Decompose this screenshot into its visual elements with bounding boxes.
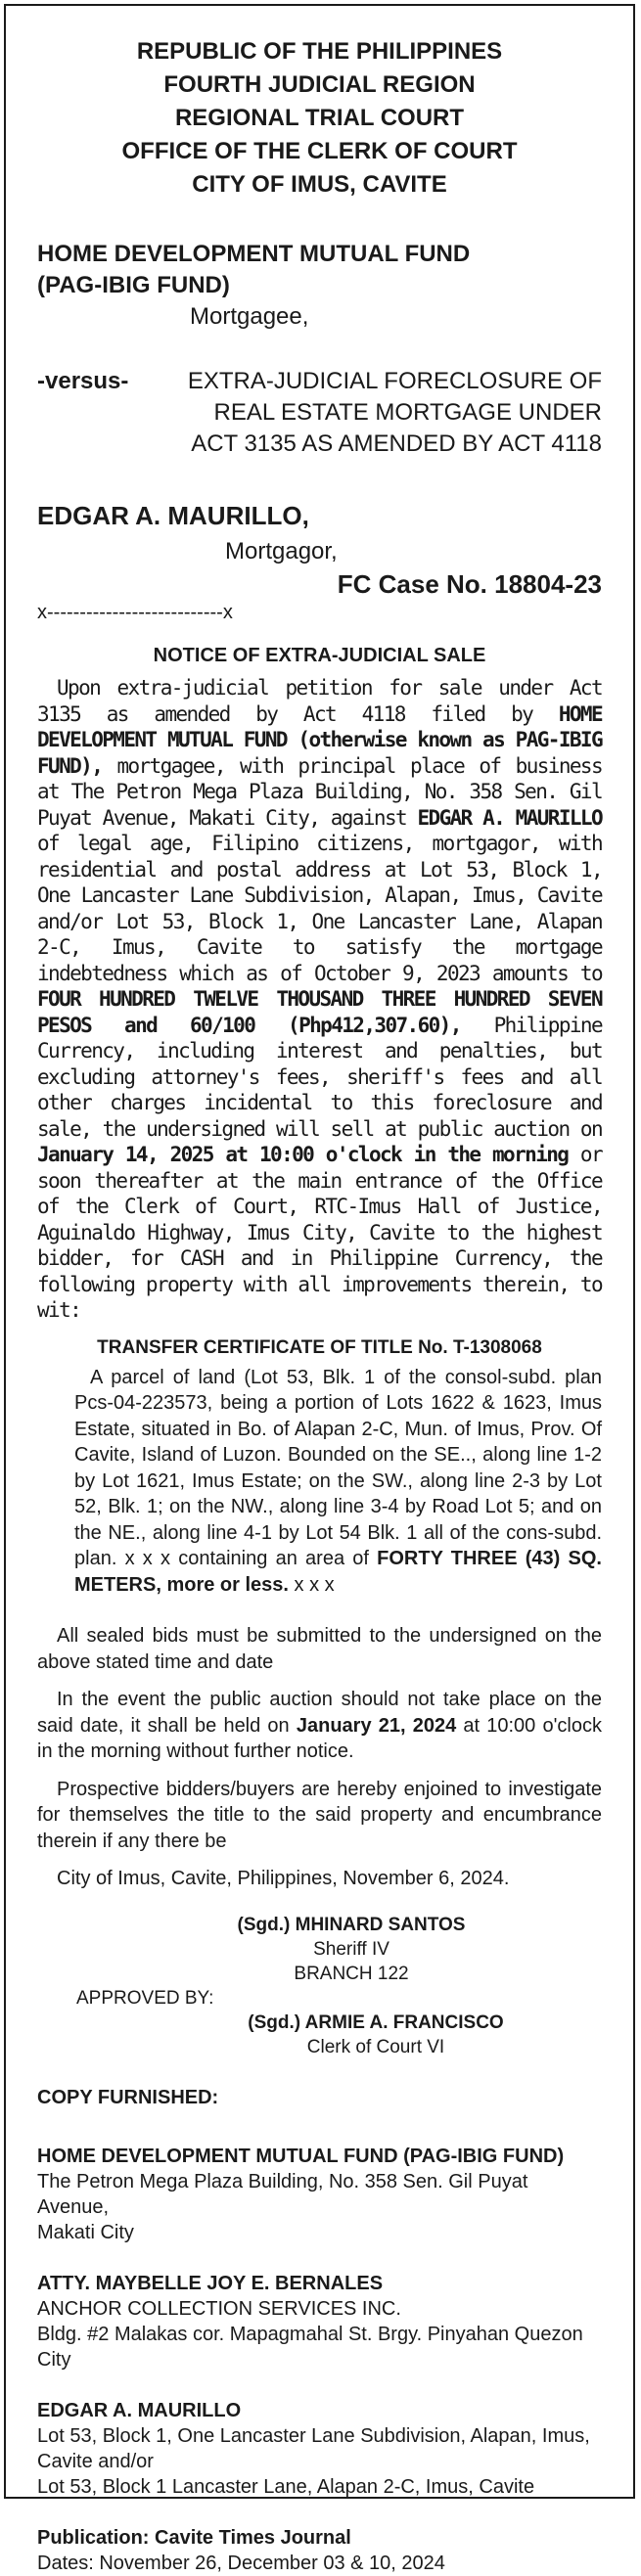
case-title-line: REAL ESTATE MORTGAGE UNDER <box>213 399 602 426</box>
reschedule-paragraph <box>37 1687 602 1765</box>
recipient-block <box>37 2271 602 2373</box>
approved-by-label: APPROVED BY: <box>76 1988 214 2009</box>
recipient-address: The Petron Mega Plaza Building, No. 358 Sen. Gil Puyat Avenue, <box>37 2171 528 2218</box>
clerk-name: (Sgd.) ARMIE A. FRANCISCO <box>248 2012 504 2033</box>
recipient-address: City <box>37 2349 71 2371</box>
recipient-block <box>37 2144 602 2245</box>
text-run: of legal age, Filipino citizens, mortgagor, with residential and postal address at Lot 53, Block 1, One Lancaster Lane Subdivision, Alapan, Imus, Cavite and/or Lot 53, Block 1, One Lancaster Lane, Alapan 2-C, Imus, Cavite to satisfy the mortgage indebtedness which as of October 9, 2023 amounts to <box>37 832 602 985</box>
court-header <box>37 35 602 202</box>
reschedule-date: January 21, 2024 <box>296 1714 457 1737</box>
versus-label: -versus- <box>37 368 129 394</box>
text-run: or soon thereafter at the main entrance of the Office of the Clerk of Court, RTC-Imus Hall of Justice, Aguinaldo Highway, Imus City, Cavite to the highest bidder, for CASH and in Philippine Currency, the following property with all improvements therein, to wit: <box>37 1143 602 1322</box>
main-paragraph <box>37 675 602 1324</box>
text-run: In the event the public auction should not take place on the said date, it shall be held on <box>37 1689 602 1737</box>
publication-label: Publication: Cavite Times Journal <box>37 2527 351 2549</box>
header-line: REPUBLIC OF THE PHILIPPINES <box>136 38 503 65</box>
tct-title: TRANSFER CERTIFICATE OF TITLE No. T-1308068 <box>97 1336 542 1358</box>
mortgagee-ref: HOME DEVELOPMENT MUTUAL FUND (otherwise known as PAG-IBIG FUND), <box>37 701 602 778</box>
recipient-name: ATTY. MAYBELLE JOY E. BERNALES <box>37 2273 384 2294</box>
text-run: x x x <box>288 1573 335 1596</box>
property-area: FORTY THREE (43) SQ. METERS, more or less. <box>74 1548 602 1596</box>
text-run: at 10:00 o'clock in the morning without further notice. <box>37 1714 602 1762</box>
sheriff-signature <box>37 1913 474 1986</box>
recipient-address: Lot 53, Block 1 Lancaster Lane, Alapan 2-C, Imus, Cavite <box>37 2476 535 2498</box>
case-number: FC Case No. 18804-23 <box>337 569 602 599</box>
bidders-paragraph: Prospective bidders/buyers are hereby enjoined to investigate for themselves the title to the said property and encumbrance therein if any there be <box>37 1778 602 1852</box>
notice-document <box>4 4 635 2574</box>
header-line: FOURTH JUDICIAL REGION <box>163 71 476 98</box>
clerk-title: Clerk of Court VI <box>306 2037 445 2057</box>
amount-due: FOUR HUNDRED TWELVE THOUSAND THREE HUNDRED SEVEN PESOS and 60/100 (Php412,307.60), <box>37 987 602 1037</box>
recipient-organization: ANCHOR COLLECTION SERVICES INC. <box>37 2298 401 2320</box>
recipient-name: HOME DEVELOPMENT MUTUAL FUND (PAG-IBIG FUND) <box>37 2146 565 2167</box>
clerk-signature <box>37 2011 523 2059</box>
notice-title: NOTICE OF EXTRA-JUDICIAL SALE <box>153 645 486 666</box>
mortgagor-block <box>37 499 602 624</box>
publication-block <box>37 2525 602 2576</box>
text-run: Upon extra-judicial petition for sale under Act 3135 as amended by Act 4118 filed by <box>37 676 602 726</box>
mortgagee-name: HOME DEVELOPMENT MUTUAL FUND <box>37 241 471 267</box>
place-date: City of Imus, Cavite, Philippines, November 6, 2024. <box>57 1868 510 1889</box>
header-line: CITY OF IMUS, CAVITE <box>192 171 447 198</box>
sheriff-name: (Sgd.) MHINARD SANTOS <box>237 1915 466 1935</box>
mortgagee-label: Mortgagee, <box>190 303 309 330</box>
versus-block <box>37 366 602 460</box>
property-description <box>37 1365 602 1599</box>
case-title-line: ACT 3135 AS AMENDED BY ACT 4118 <box>191 430 602 457</box>
sheriff-branch: BRANCH 122 <box>294 1964 409 1984</box>
recipient-block <box>37 2398 602 2500</box>
recipient-address: Cavite and/or <box>37 2451 154 2472</box>
text-run: Philippine Currency, including interest and penalties, but excluding attorney's fees, sheriff's fees and all other charges incidental to this foreclosure and sale, the undersigned will sell at public auction on <box>37 1013 602 1141</box>
recipient-address: Bldg. #2 Malakas cor. Mapagmahal St. Brgy. Pinyahan Quezon <box>37 2324 583 2345</box>
copy-furnished-title: COPY FURNISHED: <box>37 2087 219 2108</box>
mortgagor-label: Mortgagor, <box>225 538 338 565</box>
header-line: OFFICE OF THE CLERK OF COURT <box>121 138 518 164</box>
recipient-name: EDGAR A. MAURILLO <box>37 2400 242 2421</box>
bids-paragraph: All sealed bids must be submitted to the undersigned on the above stated time and date <box>37 1625 602 1673</box>
auction-date: January 14, 2025 at 10:00 o'clock in the morning <box>37 1143 569 1166</box>
caption-divider: x---------------------------x <box>37 602 233 623</box>
header-line: REGIONAL TRIAL COURT <box>174 105 465 131</box>
sheriff-title: Sheriff IV <box>313 1939 389 1960</box>
mortgagor-ref: EDGAR A. MAURILLO <box>417 805 603 830</box>
case-title <box>164 366 602 460</box>
recipient-address: Makati City <box>37 2222 134 2243</box>
text-run: mortgagee, with principal place of business at The Petron Mega Plaza Building, No. 358 Sen. Gil Puyat Avenue, Makati City, against <box>37 753 602 830</box>
publication-dates: Dates: November 26, December 03 & 10, 2024 <box>37 2553 445 2574</box>
mortgagor-name: EDGAR A. MAURILLO, <box>37 501 309 530</box>
mortgagee-block <box>37 239 602 333</box>
case-title-line: EXTRA-JUDICIAL FORECLOSURE OF <box>187 368 602 394</box>
mortgagee-name: (PAG-IBIG FUND) <box>37 272 230 298</box>
text-run: A parcel of land (Lot 53, Blk. 1 of the consol-subd. plan Pcs-04-223573, being a portion of Lots 1622 & 1623, Imus Estate, situated in Bo. of Alapan 2-C, Mun. of Imus, Prov. Of Cavite, Island of Luzon. Bounded on the SE.., along line 1-2 by Lot 1621, Imus Estate; on the SW., along line 2-3 by Lot 52, Blk. 1; on the NW., along line 3-4 by Road Lot 5; and on the NE., along line 4-1 by Lot 54 Blk. 1 all of the cons-subd. plan. x x x containing an area of <box>74 1366 602 1569</box>
recipient-address: Lot 53, Block 1, One Lancaster Lane Subdivision, Alapan, Imus, <box>37 2425 590 2447</box>
